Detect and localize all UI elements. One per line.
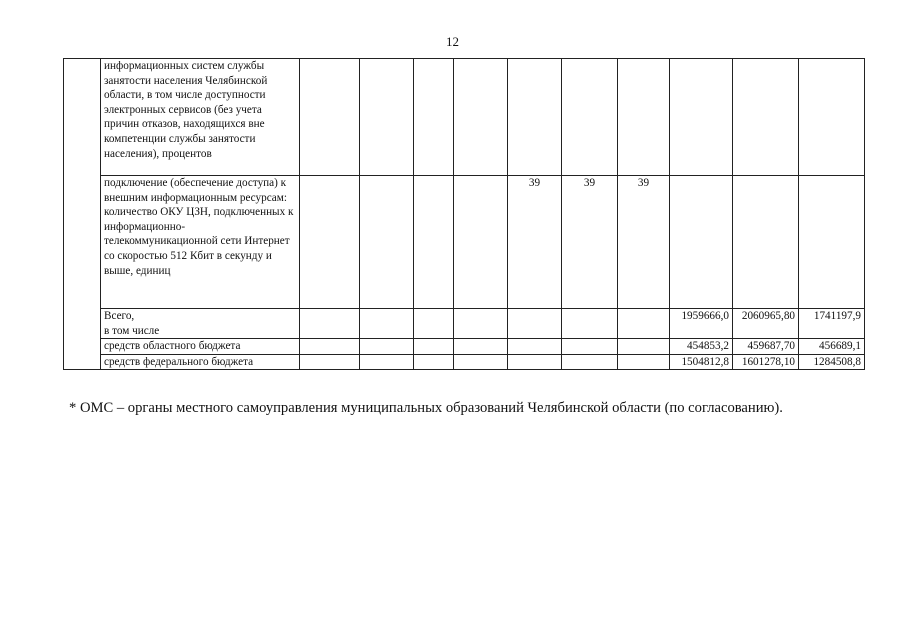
table-row <box>64 59 865 176</box>
value-cell <box>562 59 618 176</box>
row-number-cell <box>64 59 101 370</box>
value-cell <box>508 309 562 339</box>
amount-cell: 1741197,9 <box>799 309 865 339</box>
value-cell <box>508 339 562 355</box>
budget-table <box>63 58 865 370</box>
description-cell: средств федерального бюджета <box>101 354 300 370</box>
value-cell <box>562 339 618 355</box>
amount-cell: 1601278,10 <box>733 354 799 370</box>
amount-cell <box>733 176 799 309</box>
value-cell <box>562 309 618 339</box>
amount-cell <box>799 59 865 176</box>
page-number: 12 <box>446 34 459 49</box>
amount-cell: 459687,70 <box>733 339 799 355</box>
amount-cell: 1284508,8 <box>799 354 865 370</box>
value-cell: 39 <box>618 176 670 309</box>
value-cell <box>508 59 562 176</box>
value-cell <box>508 354 562 370</box>
amount-cell <box>799 176 865 309</box>
value-cell <box>618 309 670 339</box>
value-cell <box>618 339 670 355</box>
description-cell: Всего, в том числе <box>101 309 300 339</box>
table-row <box>64 339 865 355</box>
description-cell: подключение (обеспечение доступа) к внешним информационным ресурсам: количество ОКУ ЦЗН, подключенных к информационно-телекоммуникационной сети Интернет со скоростью 512 Кбит в секунду и выше, единиц <box>101 176 300 309</box>
table-row <box>64 309 865 339</box>
value-cell <box>562 354 618 370</box>
value-cell: 39 <box>508 176 562 309</box>
footnote: * ОМС – органы местного самоуправления муниципальных образований Челябинской области (по согласованию). <box>69 400 783 416</box>
description-cell: средств областного бюджета <box>101 339 300 355</box>
amount-cell <box>670 59 733 176</box>
description-cell: информационных систем службы занятости населения Челябинской области, в том числе доступности электронных сервисов (без учета причин отказов, находящихся вне компетенции службы занятости населения), процентов <box>101 59 300 176</box>
amount-cell <box>733 59 799 176</box>
value-cell <box>618 354 670 370</box>
amount-cell <box>670 176 733 309</box>
value-cell <box>618 59 670 176</box>
amount-cell: 454853,2 <box>670 339 733 355</box>
table-row <box>64 354 865 370</box>
amount-cell: 456689,1 <box>799 339 865 355</box>
value-cell: 39 <box>562 176 618 309</box>
amount-cell: 2060965,80 <box>733 309 799 339</box>
amount-cell: 1504812,8 <box>670 354 733 370</box>
table-row <box>64 176 865 309</box>
amount-cell: 1959666,0 <box>670 309 733 339</box>
